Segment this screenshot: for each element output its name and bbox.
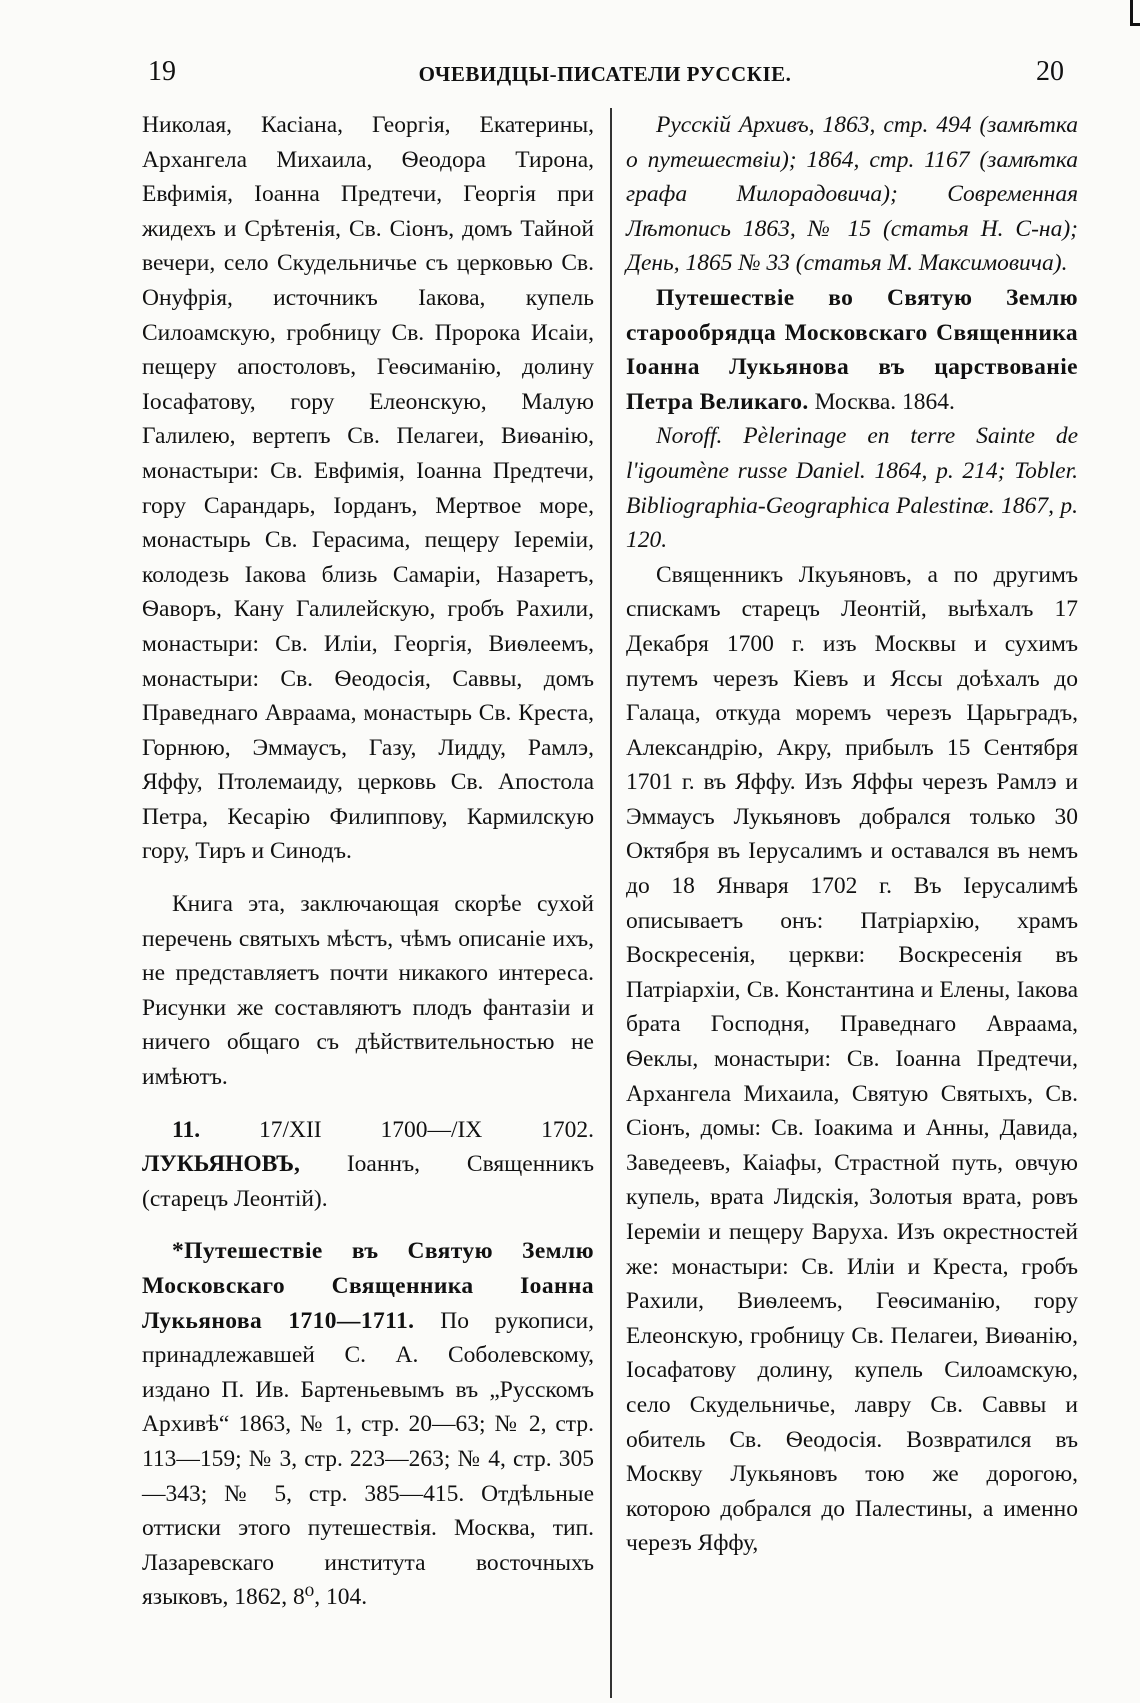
entry-number: 11. — [172, 1116, 201, 1143]
page-number-left: 19 — [148, 56, 176, 87]
running-title: ОЧЕВИДЦЫ-ПИСАТЕЛИ РУССКІЕ. — [418, 62, 792, 86]
running-header — [140, 52, 1070, 92]
entry-heading — [142, 1113, 594, 1217]
right-column — [626, 108, 1078, 1561]
second-edition-entry — [626, 281, 1078, 419]
page-number-right: 20 — [1036, 56, 1064, 87]
entry-dates: 17/XII 1700—/IX 1702. — [258, 1116, 595, 1143]
work-title: *Путешествіе въ Святую Землю Московскаго Священника Іоанна Лукьянова 1710—1711. — [142, 1238, 594, 1334]
page-edge-mark — [1130, 0, 1140, 26]
column-divider — [610, 108, 612, 1698]
second-edition-title: Путешествіе во Святую Землю старообрядца Московскаго Священника Іоанна Лукьянова въ царствованіе Петра Великаго. — [626, 284, 1078, 415]
left-column — [142, 108, 594, 1615]
commentary-paragraph: Книга эта, заключающая скорѣе сухой перечень святыхъ мѣстъ, чѣмъ описаніе ихъ, не представляетъ почти никакого интереса. Рисунки же составляютъ плодъ фантазіи и ничего общаго съ дѣйствительностью не имѣютъ. — [142, 891, 594, 1091]
references-paragraph: Русскій Архивъ, 1863, стр. 494 (замѣтка о путешествіи); 1864, стр. 1167 (замѣтка графа Милорадовича); Современная Лѣтопись 1863, № 15 (статья Н. С-на); День, 1865 № 33 (статья М. Максимовича). — [626, 112, 1078, 277]
foreign-references: Noroff. Pèlerinage en terre Sainte de l'igoumène russe Daniel. 1864, p. 214; Tobler. Bibliographia-Geographica Palestinæ. 1867, p. 120. — [626, 423, 1078, 554]
work-description: По рукописи, принадлежавшей С. А. Соболевскому, издано П. Ив. Бартеньевымъ въ „Русскомъ Архивѣ“ 1863, № 1, стр. 20—63; № 2, стр. 113—159; № 3, стр. 223—263; № 4, стр. 305—343; № 5, стр. 385—415. Отдѣльные оттиски этого путешествія. Москва, тип. Лазаревскаго института восточныхъ языковъ, 1862, 8⁰, 104. — [142, 1307, 594, 1611]
place-list-paragraph: Николая, Касіана, Георгія, Екатерины, Архангела Михаила, Ѳеодора Тирона, Евфимія, Іоанна Предтечи, Георгія при жидехъ и Срѣтенія, Св. Сіонъ, домъ Тайной вечери, село Скудельничье съ церковью Св. Онуфрія, источникъ Іакова, купель Силоамскую, гробницу Св. Пророка Исаіи, пещеру апостоловъ, Геѳсиманію, долину Іосафатову, гору Елеонскую, Малую Галилею, вертепъ Св. Пелагеи, Виѳанію, монастыри: Св. Евфимія, Іоанна Предтечи, гору Сарандарь, Іорданъ, Мертвое море, монастырь Св. Герасима, пещеру Іереміи, колодезь Іакова близь Самаріи, Назаретъ, Ѳаворъ, Кану Галилейскую, гробъ Рахили, монастыри: Св. Иліи, Георгія, Виѳлеемъ, монастыри: Св. Ѳеодосія, Саввы, домъ Праведнаго Авраама, монастырь Св. Креста, Горнюю, Эммаусъ, Газу, Лидду, Рамлэ, Яффу, Птолемаиду, церковь Св. Апостола Петра, Кесарію Филиппову, Кармилскую гору, Тиръ и Синодъ. — [142, 112, 594, 865]
second-edition-publication: Москва. 1864. — [814, 388, 955, 415]
work-entry — [142, 1234, 594, 1615]
entry-author-rest: Іоаннъ, Священникъ (старецъ Леонтій). — [142, 1151, 595, 1212]
narrative-paragraph: Священникъ Лкуьяновъ, а по другимъ спискамъ старецъ Леонтій, выѣхалъ 17 Декабря 1700 г. изъ Москвы и сухимъ путемъ черезъ Кіевъ и Яссы доѣхалъ до Галаца, откуда моремъ черезъ Царьградъ, Александрію, Акру, прибылъ 15 Сентября 1701 г. въ Яффу. Изъ Яффы черезъ Рамлэ и Эммаусъ Лукьяновъ добрался только 30 Октября въ Іерусалимъ и оставался въ немъ до 18 Января 1702 г. Въ Іерусалимѣ описываетъ онъ: Патріархію, храмъ Воскресенія, церкви: Воскресенія въ Патріархіи, Св. Константина и Елены, Іакова брата Господня, Праведнаго Авраама, Ѳеклы, монастыри: Св. Іоанна Предтечи, Архангела Михаила, Святую Святыхъ, Св. Сіонъ, домы: Св. Іоакима и Анны, Давида, Заведеевъ, Каіафы, Страстной путь, овчую купель, врата Лидскія, Золотыя врата, ровъ Іереміи и пещеру Варуха. Изъ окрестностей же: монастыри: Св. Иліи и Креста, гробъ Рахили, Виѳлеемъ, Геѳсиманію, гору Елеонскую, гробницу Св. Пелагеи, Виѳанію, Іосафатову долину, купель Силоамскую, село Скудельничье, лавру Св. Саввы и обитель Св. Ѳеодосія. Возвратился въ Москву Лукьяновъ тою же дорогою, которою добрался до Палестины, а именно черезъ Яффу, — [626, 561, 1078, 1557]
entry-author: ЛУКЬЯНОВЪ, — [142, 1151, 300, 1178]
